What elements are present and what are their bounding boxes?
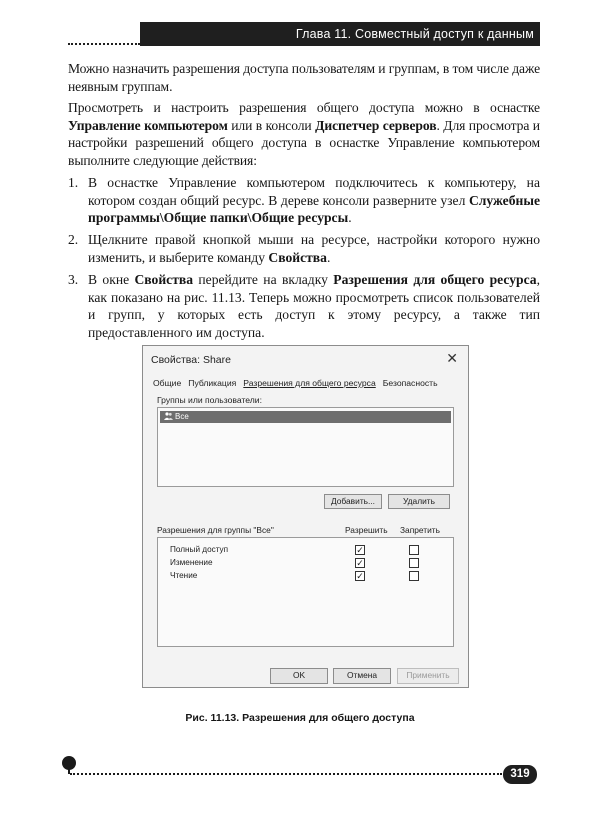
add-button[interactable]: Добавить... [324, 494, 382, 509]
groups-label: Группы или пользователи: [157, 395, 262, 405]
p2-bold-computer-management: Управление компьютером [68, 117, 228, 133]
tab-share-permissions[interactable]: Разрешения для общего ресурса [243, 378, 376, 388]
deny-change-checkbox[interactable] [409, 558, 419, 568]
step-1-text-a: В оснастке Управление компьютером подключитесь к компьютеру, на котором создан общий ресурс. В дереве консоли разверните узел [88, 175, 540, 208]
step-2-bold-properties: Свойства [268, 249, 327, 265]
permission-full-control: Полный доступ [170, 545, 229, 554]
step-text [88, 271, 540, 341]
p2-text-a: Просмотреть и настроить разрешения общего доступа можно в оснастке [68, 100, 540, 115]
deny-read-checkbox[interactable] [409, 571, 419, 581]
close-icon[interactable]: ✕ [446, 350, 458, 366]
step-1 [68, 174, 540, 227]
group-item-everyone[interactable] [160, 411, 451, 423]
permission-change: Изменение [170, 558, 213, 567]
permissions-label: Разрешения для группы "Все" [157, 525, 274, 535]
tab-publishing[interactable]: Публикация [188, 378, 237, 388]
step-3 [68, 271, 540, 341]
remove-button[interactable]: Удалить [388, 494, 450, 509]
paragraph-1: Можно назначить разрешения доступа пользователям и группам, в том числе даже неявным группам. [68, 61, 540, 94]
p2-text-c: или в консоли [227, 117, 316, 133]
step-text [88, 231, 540, 266]
page-number: 319 [503, 765, 537, 784]
step-3-text-e: , как показано на рис. 11.13. Теперь можно просмотреть список пользователей и групп, у которых есть доступ к этому ресурсу, а также тип предоставленного им доступа. [88, 272, 540, 340]
step-1-bold-path: Служебные программы\Общие папки\Общие ресурсы [88, 192, 540, 225]
allow-read-checkbox[interactable]: ✓ [356, 571, 364, 581]
step-2-text-a: Щелкните правой кнопкой мыши на ресурсе, настройки которого нужно изменить, и выберите команду [88, 232, 540, 265]
users-icon [164, 412, 173, 420]
permission-read: Чтение [170, 571, 198, 580]
groups-list[interactable] [157, 407, 454, 487]
allow-column-header: Разрешить [345, 525, 388, 535]
chapter-header: Глава 11. Совместный доступ к данным [140, 22, 540, 46]
allow-full-control-checkbox[interactable]: ✓ [356, 545, 364, 555]
figure-caption: Рис. 11.13. Разрешения для общего доступа [185, 712, 415, 724]
permissions-list [157, 537, 454, 647]
step-number: 3. [68, 272, 79, 287]
tab-general[interactable]: Общие [153, 378, 182, 388]
paragraph-2 [68, 99, 540, 169]
ok-button[interactable]: OK [270, 668, 328, 684]
step-2-text-c: . [326, 249, 331, 265]
step-text [88, 174, 540, 227]
deny-full-control-checkbox[interactable] [409, 545, 419, 555]
p2-text-e: . Для просмотра и настройки разрешений общего доступа в оснастке Управление компьютером выполните следующие действия: [68, 117, 540, 168]
step-3-text-a: В окне [88, 272, 135, 287]
step-3-text-c: перейдите на вкладку [193, 272, 334, 287]
step-1-text-c: . [348, 210, 352, 225]
group-name: Все [175, 412, 189, 421]
step-3-bold-properties: Свойства [134, 272, 194, 287]
step-3-bold-share-permissions: Разрешения для общего ресурса [333, 272, 537, 287]
allow-change-checkbox[interactable]: ✓ [356, 558, 364, 568]
p2-bold-server-manager: Диспетчер серверов [315, 117, 437, 133]
apply-button[interactable]: Применить [397, 668, 459, 684]
dialog-title: Свойства: Share [151, 354, 231, 366]
header-dotted-rule [68, 43, 140, 45]
step-number: 1. [68, 175, 79, 190]
tab-security[interactable]: Безопасность [382, 378, 438, 388]
deny-column-header: Запретить [400, 525, 441, 535]
step-2 [68, 231, 540, 266]
cancel-button[interactable]: Отмена [333, 668, 391, 684]
step-number: 2. [68, 232, 79, 247]
share-properties-dialog [142, 345, 469, 688]
footer-dotted-rule [70, 773, 502, 775]
dialog-tabs [153, 378, 438, 388]
